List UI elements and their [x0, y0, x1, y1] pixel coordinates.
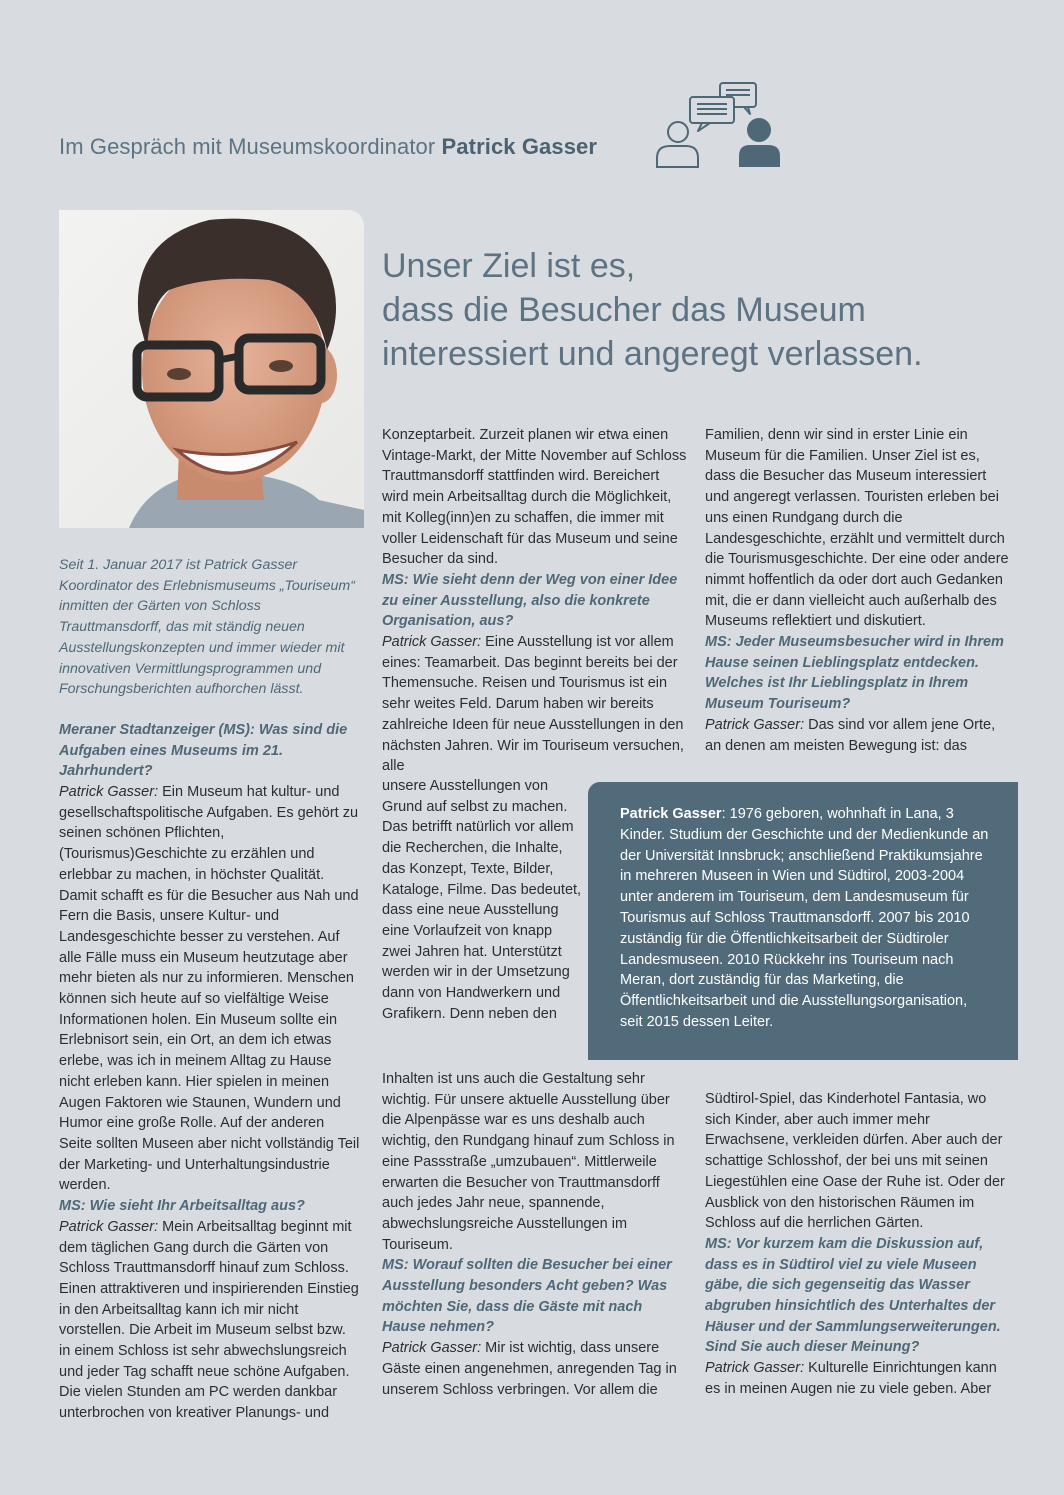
answer-2-text: Mein Arbeitsalltag beginnt mit dem täglichen Gang durch die Gärten von Schloss Trauttmansdorff hinauf zum Schloss. Einen attraktiveren und inspirierenden Einstieg in den Arbeitsalltag kann ich mir nicht vorstellen. Die Arbeit im Museum selbst bzw. in einem Schloss ist sehr abwechslungsreich und jeder Tag schafft neue schöne Aufgaben. Die vielen Stunden am PC werden dankbar unterbrochen von kreativer Planungs- und — [59, 1218, 359, 1422]
intro-lead: Seit 1. Januar 2017 ist Patrick Gasser Koordinator des Erlebnismuseums „Touriseum“ inmitten der Gärten von Schloss Trauttmansdorff, das mit ständig neuen Ausstellungskonzepten und immer wieder mit innovativen Vermittlungsprogrammen und Forschungsberichten aufhorchen lässt. — [59, 557, 355, 698]
question-3: MS: Wie sieht denn der Weg von einer Idee zu einer Ausstellung, also die konkrete Organisation, aus? — [382, 571, 678, 630]
answer-4-text: Mir ist wichtig, dass unsere Gäste einen angenehmen, anregenden Tag in unserem Schloss verbringen. Vor allem die — [382, 1340, 677, 1398]
question-6: MS: Vor kurzem kam die Diskussion auf, dass es in Südtirol viel zu viele Museen gäbe, die sich gegenseitig das Wasser abgruben hinsichtlich des Unterhaltes der Häuser und der Sammlungserweiterungen. Sind Sie auch dieser Meinung? — [705, 1235, 1001, 1356]
answer-5-text: Das sind vor allem jene Orte, an denen am meisten Bewegung ist: das — [705, 716, 996, 754]
answer-4-speaker: Patrick Gasser: — [382, 1340, 482, 1357]
bio-name: Patrick Gasser — [620, 806, 722, 822]
column-2-top — [382, 425, 687, 777]
question-5: MS: Jeder Museumsbesucher wird in Ihrem Hause seinen Lieblingsplatz entdecken. Welches ist Ihr Lieblingsplatz in Ihrem Museum Touriseum? — [705, 634, 1004, 713]
paragraph-design: Inhalten ist uns auch die Gestaltung sehr wichtig. Für unsere aktuelle Ausstellung über die Alpenpässe war es uns deshalb auch wichtig, den Rundgang hinauf zum Schloss in eine Passstraße „umzubauen“. Mittlerweile erwarten die Besucher von Trauttmansdorff auch jedes Jahr neue, spannende, abwechslungsreiche Ausstellungen im Touriseum. — [382, 1071, 675, 1253]
question-2: MS: Wie sieht Ihr Arbeitsalltag aus? — [59, 1198, 305, 1215]
answer-5 — [705, 715, 1010, 756]
answer-6 — [705, 1358, 1010, 1399]
portrait-photo — [59, 210, 364, 528]
headline-line-1: Unser Ziel ist es, — [382, 247, 636, 285]
column-3-bottom — [705, 1089, 1010, 1400]
answer-1 — [59, 782, 361, 1196]
answer-3 — [382, 632, 687, 777]
answer-2-speaker: Patrick Gasser: — [59, 1218, 159, 1235]
column-2-bottom — [382, 1069, 687, 1400]
headline-line-3: interessiert und angeregt verlassen. — [382, 335, 923, 373]
bio-text: : 1976 geboren, wohnhaft in Lana, 3 Kinder. Studium der Geschichte und der Medienkunde an der Universität Innsbruck; anschließend Praktikumsjahre in mehreren Museen in Wien und Südtirol, 2003-2004 unter anderem im Touriseum, dem Landesmuseum für Tourismus auf Schloss Trauttmansdorff. 2007 bis 2010 zuständig für die Öffentlichkeitsarbeit der Südtiroler Landesmuseen. 2010 Rückkehr ins Touriseum nach Meran, dort zuständig für das Marketing, die Öffentlichkeitsarbeit und die Ausstellungsorganisation, seit 2015 dessen Leiter. — [620, 806, 989, 1030]
answer-3-text: Eine Ausstellung ist vor allem eines: Teamarbeit. Das beginnt bereits bei der Themensuche. Reisen und Tourismus ist ein sehr weites Feld. Darum haben wir bereits zahlreiche Ideen für neue Ausstellungen in den nächsten Jahren. Wir im Touriseum versuchen, alle — [382, 634, 684, 775]
question-1: Meraner Stadtanzeiger (MS): Was sind die Aufgaben eines Museums im 21. Jahrhundert? — [59, 721, 348, 780]
interview-chat-icon — [652, 80, 784, 172]
column-2-narrow — [382, 776, 582, 1024]
answer-2 — [59, 1217, 361, 1424]
paragraph-narrow: unsere Ausstellungen von Grund auf selbst zu machen. Das betrifft natürlich vor allem die Recherchen, die Inhalte, das Konzept, Texte, Bilder, Kataloge, Filme. Das bedeutet, dass eine neue Ausstellung eine Vorlaufzeit von knapp zwei Jahren hat. Unterstützt werden wir in der Umsetzung dann von Handwerkern und Grafikern. Denn neben den — [382, 778, 582, 1022]
kicker-prefix: Im Gespräch mit Museumskoordinator — [59, 134, 436, 159]
page-kicker — [59, 134, 597, 160]
headline — [382, 244, 1022, 376]
column-3-top — [705, 425, 1010, 756]
answer-4 — [382, 1338, 687, 1400]
answer-6-speaker: Patrick Gasser: — [705, 1360, 805, 1377]
paragraph-favorite-places: Südtirol-Spiel, das Kinderhotel Fantasia, wo sich Kinder, aber auch immer mehr Erwachsene, verkleiden dürfen. Aber auch der schattige Schlosshof, der bei uns mit seinen Liegestühlen eine Oase der Ruhe ist. Oder der Ausblick von den historischen Räumen im Schloss auf die herrlichen Gärten. — [705, 1091, 1005, 1232]
paragraph-concept-work: Konzeptarbeit. Zurzeit planen wir etwa einen Vintage-Markt, der Mitte November auf Schloss Trauttmansdorff stattfinden wird. Bereichert wird mein Arbeitsalltag durch die Möglichkeit, mit Kolleg(inn)en zu schaffen, die immer mit voller Leidenschaft für das Museum und seine Besucher da sind. — [382, 427, 687, 568]
column-1 — [59, 555, 361, 1424]
answer-6-text: Kulturelle Einrichtungen kann es in meinen Augen nie zu viele geben. Aber — [705, 1360, 997, 1397]
paragraph-families: Familien, denn wir sind in erster Linie ein Museum für die Familien. Unser Ziel ist es, dass die Besucher das Museum interessiert und angeregt verlassen. Touristen erleben bei uns einen Rundgang durch die Landesgeschichte, erzählt und vermittelt durch die Tourismusgeschichte. Der eine oder andere nimmt hoffentlich da oder dort auch Gedanken mit, die er dann vielleicht auch außerhalb des Museums reflektiert und diskutiert. — [705, 427, 1009, 630]
answer-1-text: Ein Museum hat kultur- und gesellschaftspolitische Aufgaben. Es gehört zu seinen schönen Pflichten, (Tourismus)Geschichte zu erzählen und erlebbar zu machen, in höchster Qualität. Damit schafft es für die Besucher aus Nah und Fern die Basis, unsere Kultur- und Landesgeschichte besser zu verstehen. Auf alle Fälle muss ein Museum heutzutage aber mehr bieten als nur zu informieren. Menschen können sich heute auf so vielfältige Weise Informationen holen. Ein Museum sollte ein Erlebnisort sein, ein Ort, an dem ich etwas erlebe, was ich in meinem Alltag zu Hause nicht erleben kann. Hier spielen in meinen Augen Faktoren wie Staunen, Wundern und Humor eine große Rolle. Auf der anderen Seite sollten Museen aber nicht vollständig Teil der Marketing- und Unterhaltungsindustrie werden. — [59, 784, 360, 1194]
bio-box — [588, 782, 1018, 1060]
kicker-name: Patrick Gasser — [441, 134, 598, 159]
answer-1-speaker: Patrick Gasser: — [59, 784, 159, 801]
answer-5-speaker: Patrick Gasser: — [705, 716, 805, 733]
answer-3-speaker: Patrick Gasser: — [382, 634, 482, 651]
headline-line-2: dass die Besucher das Museum — [382, 291, 866, 329]
question-4: MS: Worauf sollten die Besucher bei einer Ausstellung besonders Acht geben? Was möchten Sie, dass die Gäste mit nach Hause nehmen? — [382, 1257, 672, 1336]
